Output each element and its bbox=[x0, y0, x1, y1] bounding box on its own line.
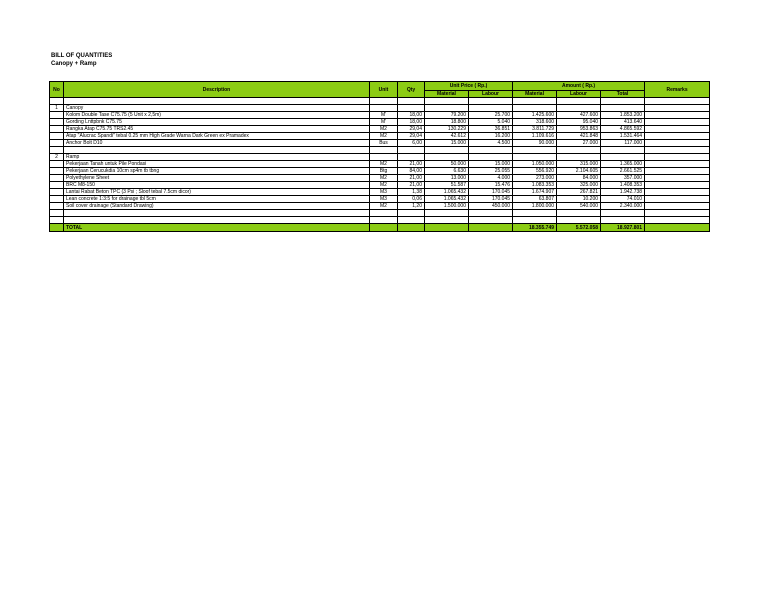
document-subtitle: Canopy + Ramp bbox=[51, 61, 97, 67]
col-unit-price-header: Unit Price ( Rp.) bbox=[425, 82, 513, 91]
total-label: TOTAL bbox=[64, 224, 370, 232]
item-qty: 21,00 bbox=[398, 175, 425, 182]
item-description: Lantai Rabat Beton TPC (3 Psi ; Sloof tebal 7.5cm dicor) bbox=[64, 189, 370, 196]
item-amt-total: 117.000 bbox=[601, 140, 645, 147]
item-amt-material: 273.000 bbox=[513, 175, 557, 182]
item-amt-total: 2.661.525 bbox=[601, 168, 645, 175]
table-row bbox=[50, 203, 710, 210]
col-amt-total-header: Total bbox=[601, 91, 645, 98]
item-up-material: 1.500.000 bbox=[425, 203, 469, 210]
item-amt-material: 1.674.907 bbox=[513, 189, 557, 196]
item-unit: M3 bbox=[370, 196, 398, 203]
table-row bbox=[50, 119, 710, 126]
item-up-labour: 25.700 bbox=[469, 112, 513, 119]
item-amt-labour: 953.863 bbox=[557, 126, 601, 133]
item-qty: 18,00 bbox=[398, 119, 425, 126]
col-qty-header: Qty bbox=[398, 82, 425, 98]
table-row bbox=[50, 182, 710, 189]
blank-row bbox=[50, 147, 710, 154]
table-header bbox=[50, 82, 710, 98]
item-up-labour: 25.055 bbox=[469, 168, 513, 175]
section-no: 1 bbox=[50, 105, 64, 112]
col-remarks-header: Remarks bbox=[645, 82, 710, 98]
item-amt-labour: 315.000 bbox=[557, 161, 601, 168]
total-labour: 5.572.058 bbox=[557, 224, 601, 232]
document-title: BILL OF QUANTITIES bbox=[51, 53, 113, 59]
item-amt-material: 318.600 bbox=[513, 119, 557, 126]
item-description: BRC M8-150 bbox=[64, 182, 370, 189]
item-description: Rangka Atap C75.75 TRS2.45 bbox=[64, 126, 370, 133]
col-amt-material-header: Material bbox=[513, 91, 557, 98]
item-up-material: 6.630 bbox=[425, 168, 469, 175]
item-up-labour: 4.000 bbox=[469, 175, 513, 182]
section-row bbox=[50, 105, 710, 112]
item-qty: 29,04 bbox=[398, 126, 425, 133]
item-amt-material: 90.000 bbox=[513, 140, 557, 147]
total-row bbox=[50, 224, 710, 232]
item-amt-total: 357.000 bbox=[601, 175, 645, 182]
item-amt-labour: 267.821 bbox=[557, 189, 601, 196]
item-amt-total: 2.340.000 bbox=[601, 203, 645, 210]
item-amt-material: 63.807 bbox=[513, 196, 557, 203]
blank-row bbox=[50, 98, 710, 105]
item-description: Pekerjaan Cerucukdia 10cm sp4m tb tbng bbox=[64, 168, 370, 175]
blank-row bbox=[50, 210, 710, 217]
item-description: Pekerjaan Tanah untuk Pile Pondasi bbox=[64, 161, 370, 168]
table-row bbox=[50, 126, 710, 133]
table-row bbox=[50, 196, 710, 203]
item-up-labour: 170.045 bbox=[469, 189, 513, 196]
item-up-material: 42.612 bbox=[425, 133, 469, 140]
item-qty: 0,06 bbox=[398, 196, 425, 203]
item-up-labour: 15.000 bbox=[469, 161, 513, 168]
item-amt-total: 1.365.000 bbox=[601, 161, 645, 168]
item-qty: 6,00 bbox=[398, 140, 425, 147]
item-qty: 29,04 bbox=[398, 133, 425, 140]
table-body bbox=[50, 98, 710, 232]
item-unit: M2 bbox=[370, 133, 398, 140]
item-up-labour: 450.000 bbox=[469, 203, 513, 210]
item-description: Atap "Alucrac Spandi" tebal 0.25 mm High Grade Warna Dark Green ex Pramadex bbox=[64, 133, 370, 140]
table-row bbox=[50, 168, 710, 175]
item-amt-labour: 10.200 bbox=[557, 196, 601, 203]
col-amt-labour-header: Labour bbox=[557, 91, 601, 98]
item-unit: M2 bbox=[370, 203, 398, 210]
item-up-labour: 36.851 bbox=[469, 126, 513, 133]
section-row bbox=[50, 154, 710, 161]
item-qty: 1,38 bbox=[398, 189, 425, 196]
item-amt-labour: 427.600 bbox=[557, 112, 601, 119]
item-amt-labour: 27.000 bbox=[557, 140, 601, 147]
item-up-labour: 4.500 bbox=[469, 140, 513, 147]
item-amt-labour: 421.848 bbox=[557, 133, 601, 140]
item-qty: 18,00 bbox=[398, 112, 425, 119]
item-up-material: 130.229 bbox=[425, 126, 469, 133]
item-amt-material: 3.811.729 bbox=[513, 126, 557, 133]
item-qty: 21,00 bbox=[398, 182, 425, 189]
item-amt-material: 556.920 bbox=[513, 168, 557, 175]
item-description: Polyethylene Sheet bbox=[64, 175, 370, 182]
boq-table bbox=[49, 81, 710, 232]
col-amount-header: Amount ( Rp.) bbox=[513, 82, 645, 91]
item-amt-material: 1.425.600 bbox=[513, 112, 557, 119]
item-unit: Bus bbox=[370, 140, 398, 147]
item-amt-material: 1.050.000 bbox=[513, 161, 557, 168]
col-up-material-header: Material bbox=[425, 91, 469, 98]
item-unit: M' bbox=[370, 112, 398, 119]
item-unit: M2 bbox=[370, 182, 398, 189]
item-amt-total: 1.942.738 bbox=[601, 189, 645, 196]
section-name: Ramp bbox=[64, 154, 370, 161]
section-no: 2 bbox=[50, 154, 64, 161]
item-unit: M3 bbox=[370, 189, 398, 196]
item-description: Anchor Bolt D10 bbox=[64, 140, 370, 147]
blank-row bbox=[50, 217, 710, 224]
item-up-material: 13.000 bbox=[425, 175, 469, 182]
item-description: Gording Lnttpbnk C75.75 bbox=[64, 119, 370, 126]
table-row bbox=[50, 161, 710, 168]
item-amt-material: 1.109.616 bbox=[513, 133, 557, 140]
table-row bbox=[50, 133, 710, 140]
item-up-material: 1.065.432 bbox=[425, 196, 469, 203]
item-unit: Btg bbox=[370, 168, 398, 175]
item-amt-total: 1.853.200 bbox=[601, 112, 645, 119]
table-row bbox=[50, 112, 710, 119]
item-up-material: 1.065.432 bbox=[425, 189, 469, 196]
item-up-labour: 15.476 bbox=[469, 182, 513, 189]
table-row bbox=[50, 140, 710, 147]
item-amt-labour: 95.040 bbox=[557, 119, 601, 126]
item-up-material: 50.000 bbox=[425, 161, 469, 168]
total-material: 18.355.749 bbox=[513, 224, 557, 232]
item-description: Lean concrete 1:3:5 for drainage tbl 5cm bbox=[64, 196, 370, 203]
col-no-header: No bbox=[50, 82, 64, 98]
item-unit: M2 bbox=[370, 161, 398, 168]
section-name: Canopy bbox=[64, 105, 370, 112]
item-amt-material: 1.800.000 bbox=[513, 203, 557, 210]
col-up-labour-header: Labour bbox=[469, 91, 513, 98]
item-qty: 1,20 bbox=[398, 203, 425, 210]
item-up-material: 51.587 bbox=[425, 182, 469, 189]
item-amt-total: 1.408.353 bbox=[601, 182, 645, 189]
item-amt-total: 4.865.592 bbox=[601, 126, 645, 133]
item-amt-labour: 325.000 bbox=[557, 182, 601, 189]
item-up-material: 15.000 bbox=[425, 140, 469, 147]
item-qty: 21,00 bbox=[398, 161, 425, 168]
item-up-labour: 170.045 bbox=[469, 196, 513, 203]
item-amt-total: 413.640 bbox=[601, 119, 645, 126]
item-unit: M' bbox=[370, 119, 398, 126]
item-amt-labour: 84.000 bbox=[557, 175, 601, 182]
col-unit-header: Unit bbox=[370, 82, 398, 98]
item-amt-labour: 2.104.605 bbox=[557, 168, 601, 175]
item-amt-total: 1.531.464 bbox=[601, 133, 645, 140]
item-description: Kolom Double Tase C75.75 (5 Unit x 2,5m) bbox=[64, 112, 370, 119]
table-row bbox=[50, 175, 710, 182]
item-amt-labour: 540.000 bbox=[557, 203, 601, 210]
table-row bbox=[50, 189, 710, 196]
item-amt-total: 74.010 bbox=[601, 196, 645, 203]
item-up-material: 18.800 bbox=[425, 119, 469, 126]
col-description-header: Description bbox=[64, 82, 370, 98]
item-qty: 84,00 bbox=[398, 168, 425, 175]
item-description: Soil cover drainage (Standard Drawing) bbox=[64, 203, 370, 210]
item-up-labour: 5.040 bbox=[469, 119, 513, 126]
item-amt-material: 1.083.353 bbox=[513, 182, 557, 189]
item-unit: M2 bbox=[370, 126, 398, 133]
item-up-material: 79.200 bbox=[425, 112, 469, 119]
total-amount: 18.927.801 bbox=[601, 224, 645, 232]
item-unit: M2 bbox=[370, 175, 398, 182]
item-up-labour: 16.200 bbox=[469, 133, 513, 140]
